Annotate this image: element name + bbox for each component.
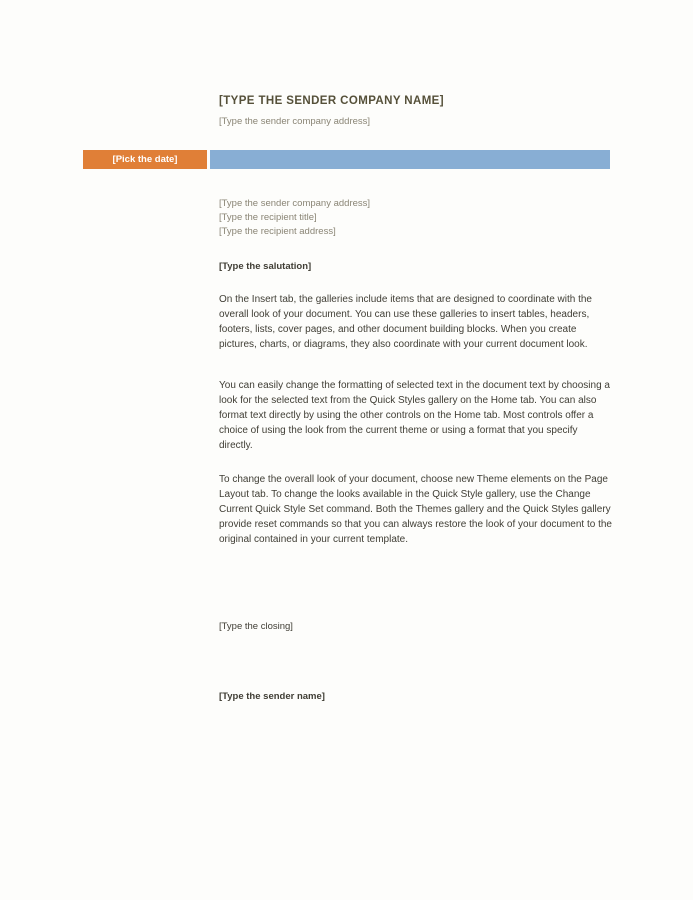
body-paragraph-3: To change the overall look of your document, choose new Theme elements on the Page Layout tab. To change the looks available in the Quick Style gallery, use the Change Current Quick Style Set command. Both the Themes gallery and the Quick Styles gallery provide reset commands so that you can always restore the look of your document to the original contained in your current template.: [219, 474, 612, 545]
sender-company-address-placeholder[interactable]: [Type the sender company address]: [219, 116, 371, 127]
recipient-sender-address-placeholder[interactable]: [Type the sender company address]: [219, 198, 371, 209]
header-accent-bar: [210, 150, 610, 169]
sender-company-name-placeholder[interactable]: [TYPE THE SENDER COMPANY NAME]: [219, 95, 444, 107]
recipient-title-placeholder[interactable]: [Type the recipient title]: [219, 212, 317, 223]
body-paragraph-1: On the Insert tab, the galleries include items that are designed to coordinate with the overall look of your document. You can use these galleries to insert tables, headers, footers, lists, cover pages, and other document building blocks. When you create pictures, charts, or diagrams, they also coordinate with your current document look.: [219, 294, 592, 350]
recipient-address-placeholder[interactable]: [Type the recipient address]: [219, 226, 336, 237]
salutation-placeholder[interactable]: [Type the salutation]: [219, 261, 312, 272]
recipient-block: [219, 197, 370, 239]
sender-name-placeholder[interactable]: [Type the sender name]: [219, 691, 325, 702]
closing-placeholder[interactable]: [Type the closing]: [219, 621, 293, 632]
body-paragraph-2: You can easily change the formatting of selected text in the document text by choosing a look for the selected text from the Quick Styles gallery on the Home tab. You can also format text directly by using the other controls on the Home tab. Most controls offer a choice of using the look from the current theme or using a format that you specify directly.: [219, 380, 610, 451]
pick-date-control[interactable]: [Pick the date]: [83, 150, 207, 169]
